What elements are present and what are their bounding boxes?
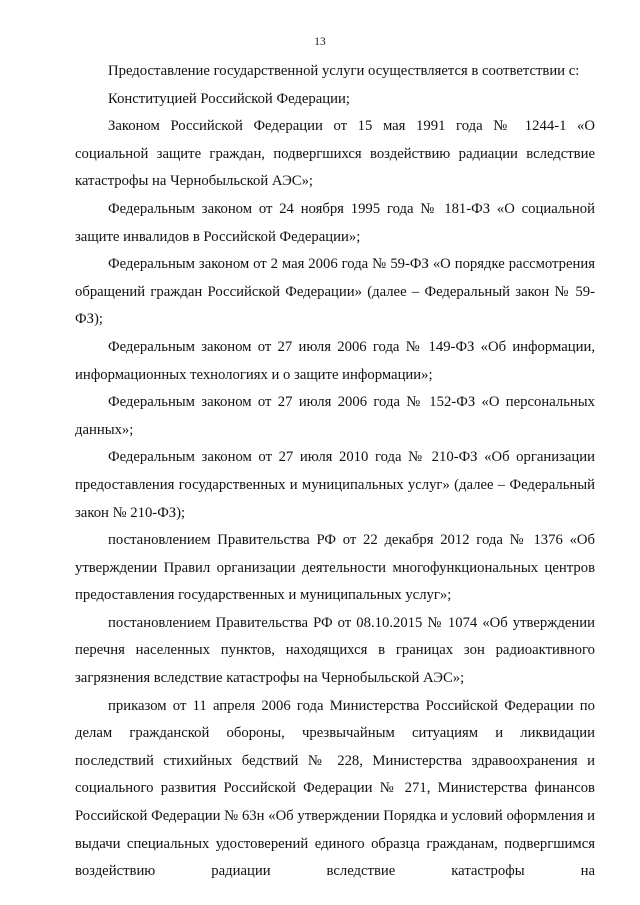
paragraph-law-210-fz: Федеральным законом от 27 июля 2010 года № 210-ФЗ «Об организации предоставления государственных и муниципальных услуг» (далее – Федеральный закон № 210-ФЗ); <box>75 449 595 521</box>
paragraph-order-2006: приказом от 11 апреля 2006 года Министерства Российской Федерации по делам гражданской обороны, чрезвычайным ситуациям и ликвидации последствий стихийных бедствий № 228, Министерства здравоохранения и социального развития Российской Федерации № 271, Министерства финансов Российской Федерации № 63н «Об утверждении Порядка и условий оформления и выдачи специальных удостоверений единого образца гражданам, подвергшимся воздействию радиации вследствие катастрофы на <box>75 697 595 880</box>
paragraph-intro: Предоставление государственной услуги осуществляется в соответствии с: <box>108 63 580 79</box>
paragraph-law-59-fz: Федеральным законом от 2 мая 2006 года № 59-ФЗ «О порядке рассмотрения обращений граждан Российской Федерации» (далее – Федеральный закон № 59-ФЗ); <box>75 256 595 328</box>
paragraph-resolution-1376: постановлением Правительства РФ от 22 декабря 2012 года № 1376 «Об утверждении Правил организации деятельности многофункциональных центров предоставления государственных и муниципальных услуг»; <box>75 532 595 604</box>
page-number: 13 <box>314 36 326 48</box>
paragraph-law-181-fz: Федеральным законом от 24 ноября 1995 года № 181-ФЗ «О социальной защите инвалидов в Российской Федерации»; <box>75 200 595 245</box>
paragraph-constitution: Конституцией Российской Федерации; <box>108 90 350 107</box>
paragraph-law-1244-1: Законом Российской Федерации от 15 мая 1991 года № 1244-1 «О социальной защите граждан, подвергшихся воздействию радиации вследствие катастрофы на Чернобыльской АЭС»; <box>75 118 595 190</box>
paragraph-resolution-1074: постановлением Правительства РФ от 08.10.2015 № 1074 «Об утверждении перечня населенных пунктов, находящихся в границах зон радиоактивного загрязнения вследствие катастрофы на Чернобыльской АЭС»; <box>75 614 595 687</box>
paragraph-law-152-fz: Федеральным законом от 27 июля 2006 года № 152-ФЗ «О персональных данных»; <box>75 394 595 438</box>
paragraph-law-149-fz: Федеральным законом от 27 июля 2006 года № 149-ФЗ «Об информации, информационных технологиях и о защите информации»; <box>75 338 595 383</box>
document-body <box>75 58 595 886</box>
